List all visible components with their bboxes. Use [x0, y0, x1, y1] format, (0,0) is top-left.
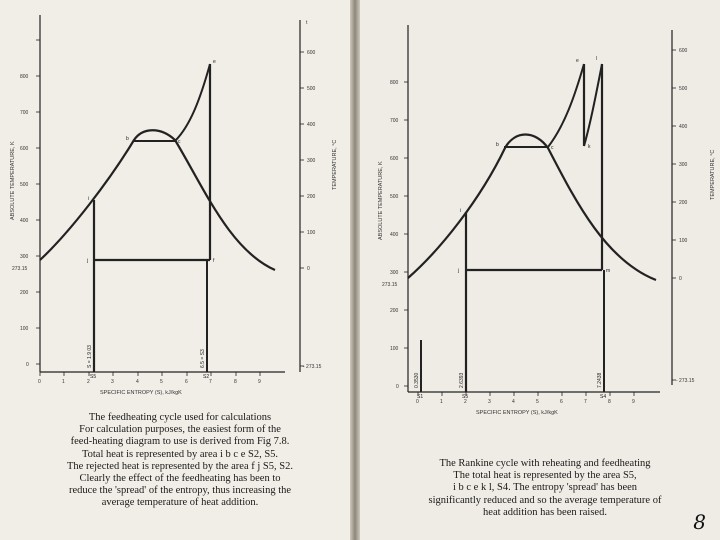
right-k-tick: 273.15	[382, 282, 398, 288]
right-reheat-k-l	[584, 64, 602, 146]
left-book-page	[0, 0, 350, 540]
right-x-tick: 8	[608, 399, 611, 405]
right-x-tick: 9	[632, 399, 635, 405]
right-k-tick: 500	[390, 194, 399, 200]
right-x-tick: 2	[464, 399, 467, 405]
right-k-tick: 800	[390, 80, 399, 86]
left-k-tick: 500	[20, 182, 29, 188]
left-k-tick: 100	[20, 326, 29, 332]
left-point-i: i	[88, 196, 90, 202]
left-k-tick: 273.15	[12, 266, 28, 272]
right-book-page	[360, 0, 720, 540]
right-point-s4: S4	[600, 394, 607, 400]
left-k-tick: 400	[20, 218, 29, 224]
left-x-tick: 8	[234, 379, 237, 385]
right-c-tick: - 273.15	[676, 378, 695, 384]
right-caption-line: heat addition has been raised.	[483, 506, 607, 518]
left-caption-line: For calculation purposes, the easiest form of the	[79, 424, 281, 436]
left-x-tick: 4	[136, 379, 139, 385]
right-caption-line: The Rankine cycle with reheating and feedheating	[439, 458, 651, 469]
left-point-s2: S2	[203, 374, 210, 380]
left-caption-line: The feedheating cycle used for calculations	[88, 412, 272, 423]
left-x-tick: 5	[160, 379, 163, 385]
left-caption-line: reduce the 'spread' of the entropy, thus increasing the	[68, 485, 292, 497]
left-x-tick: 6	[185, 379, 188, 385]
left-point-f: f	[213, 258, 215, 264]
left-c-tick: t	[306, 20, 308, 26]
left-superheat-c-e	[175, 64, 210, 141]
right-point-l: l	[596, 56, 598, 62]
right-c-axis-label: TEMPERATURE, °C	[710, 149, 716, 200]
left-x-tick: 0	[38, 379, 41, 385]
right-point-e: e	[576, 58, 579, 64]
left-vert-label-s5: S = 1.9 03	[87, 345, 93, 368]
left-vert-label-s2: 6.5 = S3	[200, 349, 206, 368]
right-caption-line: The total heat is represented by the area S5,	[453, 470, 637, 482]
left-x-tick: 7	[209, 379, 212, 385]
right-caption	[400, 458, 690, 519]
left-x-tick: 9	[258, 379, 261, 385]
right-y-axis-label: ABSOLUTE TEMPERATURE, K	[378, 161, 384, 240]
right-vert-label-s1: 0.3530	[414, 372, 420, 388]
right-x-tick: 7	[584, 399, 587, 405]
left-c-tick: 200	[307, 194, 316, 200]
left-c-tick: 100	[307, 230, 316, 236]
right-point-m: m	[606, 268, 611, 274]
left-ts-diagram	[0, 0, 350, 400]
left-saturation-dome	[40, 130, 275, 270]
left-c-axis-label: TEMPERATURE, °C	[332, 139, 338, 190]
left-caption-line: Total heat is represented by area i b c e S2, S5.	[81, 448, 279, 460]
right-point-c: c	[551, 145, 554, 151]
left-k-tick: 300	[20, 254, 29, 260]
right-point-k: k	[588, 144, 591, 150]
right-c-tick: 200	[679, 200, 688, 206]
right-x-tick: 0	[416, 399, 419, 405]
right-vert-label-s4: 7.2438	[597, 372, 603, 388]
right-c-tick: 300	[679, 162, 688, 168]
left-caption	[30, 412, 330, 510]
right-x-tick: 5	[536, 399, 539, 405]
right-point-s5: S5	[462, 394, 469, 400]
right-k-tick: 700	[390, 118, 399, 124]
left-c-tick: 500	[307, 86, 316, 92]
left-c-tick: 400	[307, 122, 316, 128]
right-vert-label-s5: 2.6393	[459, 372, 465, 388]
left-caption-line: average temperature of heat addition.	[101, 497, 259, 509]
book-gutter	[350, 0, 360, 540]
right-c-tick: 100	[679, 238, 688, 244]
left-y-axis-label: ABSOLUTE TEMPERATURE, K	[10, 141, 16, 220]
right-k-ticks	[404, 82, 408, 386]
right-caption-line: significantly reduced and so the average temperature of	[428, 494, 662, 506]
left-point-c: c	[178, 139, 181, 145]
right-x-tick: 6	[560, 399, 563, 405]
left-c-tick: 0	[307, 266, 310, 272]
right-superheat-c-e	[548, 64, 584, 147]
left-point-s5: S5	[90, 374, 97, 380]
right-x-tick: 1	[440, 399, 443, 405]
left-k-tick: 700	[20, 110, 29, 116]
right-caption-line: i b c e k l, S4. The entropy 'spread' has been	[452, 482, 638, 494]
right-k-tick: 0	[396, 384, 399, 390]
left-caption-line: feed-heating diagram to use is derived from Fig 7.8.	[70, 436, 290, 448]
left-k-tick: 200	[20, 290, 29, 296]
right-k-tick: 400	[390, 232, 399, 238]
left-x-tick: 3	[111, 379, 114, 385]
right-k-tick: 100	[390, 346, 399, 352]
left-k-tick: 0	[26, 362, 29, 368]
right-point-i: i	[460, 208, 462, 214]
left-x-tick: 2	[87, 379, 90, 385]
right-x-tick: 3	[488, 399, 491, 405]
right-c-tick: 500	[679, 86, 688, 92]
right-c-tick: 400	[679, 124, 688, 130]
right-k-tick: 300	[390, 270, 399, 276]
left-c-tick: - 273.15	[303, 364, 322, 370]
left-k-tick: 800	[20, 74, 29, 80]
left-point-j: j	[87, 258, 89, 264]
right-x-axis-label: SPECIFIC ENTROPY (S), kJ/kgK	[476, 410, 558, 416]
slide-number: 8	[693, 510, 706, 534]
left-caption-line: The rejected heat is represented by the area f j S5, S2.	[67, 460, 293, 472]
right-c-tick: 0	[679, 276, 682, 282]
left-c-tick: 600	[307, 50, 316, 56]
right-k-tick: 200	[390, 308, 399, 314]
right-k-tick: 600	[390, 156, 399, 162]
right-x-tick: 4	[512, 399, 515, 405]
left-c-tick: 300	[307, 158, 316, 164]
left-point-b: b	[126, 136, 129, 142]
left-caption-line: Clearly the effect of the feedheating has been to	[79, 473, 281, 485]
left-x-tick: 1	[62, 379, 65, 385]
left-x-axis-label: SPECIFIC ENTROPY (S), kJ/kgK	[100, 390, 182, 396]
right-point-b: b	[496, 142, 499, 148]
right-saturation-dome	[408, 135, 656, 281]
right-ts-diagram	[360, 0, 720, 420]
left-k-tick: 600	[20, 146, 29, 152]
right-point-s1: S1	[417, 394, 424, 400]
right-c-tick: 600	[679, 48, 688, 54]
right-point-j: j	[458, 268, 460, 274]
left-point-e: e	[213, 59, 216, 65]
